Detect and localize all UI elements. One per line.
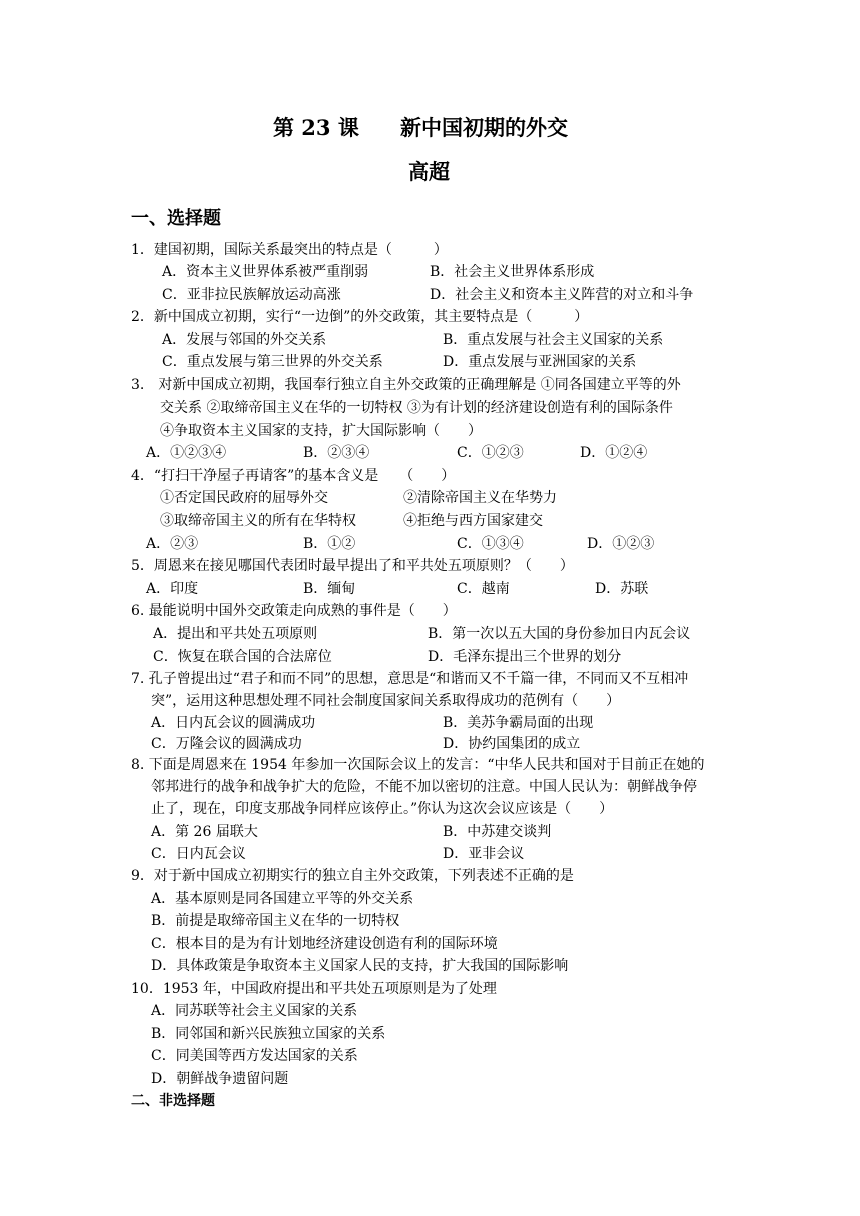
section-heading-choice: 一、选择题 xyxy=(131,208,221,229)
option-9a: A．基本原则是同各国建立平等的外交关系 xyxy=(151,891,414,907)
option-5b: B．缅甸 xyxy=(303,581,356,597)
question-10: 10．1953 年，中国政府提出和平共处五项原则是为了处理 xyxy=(131,981,497,997)
option-6c: C．恢复在联合国的合法席位 xyxy=(153,649,332,665)
statement-4-2: ②清除帝国主义在华势力 xyxy=(403,490,557,506)
option-3a: A．①②③④ xyxy=(146,445,227,461)
lesson-number: 第 23 课 xyxy=(273,115,359,140)
option-4d: D．①②③ xyxy=(587,536,655,552)
option-1c: C．亚非拉民族解放运动高涨 xyxy=(162,287,341,303)
question-6: 6. 最能说明中国外交政策走向成熟的事件是（ ） xyxy=(131,603,457,619)
option-7d: D．协约国集团的成立 xyxy=(443,736,581,752)
option-2b: B．重点发展与社会主义国家的关系 xyxy=(443,332,664,348)
question-4: 4．“打扫干净屋子再请客”的基本含义是 （ ） xyxy=(131,468,456,484)
option-1d: D．社会主义和资本主义阵营的对立和斗争 xyxy=(430,287,694,303)
option-9d: D．具体政策是争取资本主义国家人民的支持，扩大我国的国际影响 xyxy=(151,958,569,974)
option-8b: B．中苏建交谈判 xyxy=(443,824,552,840)
option-7b: B．美苏争霸局面的出现 xyxy=(443,715,594,731)
question-1: 1．建国初期，国际关系最突出的特点是（ ） xyxy=(131,242,448,258)
option-6d: D．毛泽东提出三个世界的划分 xyxy=(428,649,622,665)
question-7-line-2: 突”，运用这种思想处理不同社会制度国家间关系取得成功的范例有（ ） xyxy=(151,693,621,709)
statement-4-3: ③取缔帝国主义的所有在华特权 xyxy=(160,513,356,529)
author-name: 高超 xyxy=(408,159,450,184)
section-heading-non-choice: 二、非选择题 xyxy=(131,1093,215,1109)
option-1a: A．资本主义世界体系被严重削弱 xyxy=(162,264,369,280)
question-8-line-1: 8. 下面是周恩来在 1954 年参加一次国际会议上的发言：“中华人民共和国对于目前正在她的 xyxy=(131,757,705,773)
option-6a: A．提出和平共处五项原则 xyxy=(153,626,318,642)
option-7c: C．万隆会议的圆满成功 xyxy=(151,736,302,752)
question-9: 9．对于新中国成立初期实行的独立自主外交政策，下列表述不正确的是 xyxy=(131,868,574,884)
option-10d: D．朝鲜战争遗留问题 xyxy=(151,1071,289,1087)
option-9b: B．前提是取缔帝国主义在华的一切特权 xyxy=(151,913,400,929)
option-10c: C．同美国等西方发达国家的关系 xyxy=(151,1048,358,1064)
option-5d: D．苏联 xyxy=(595,581,649,597)
option-9c: C．根本目的是为有计划地经济建设创造有利的国际环境 xyxy=(151,936,498,952)
option-2a: A．发展与邻国的外交关系 xyxy=(162,332,327,348)
statement-4-4: ④拒绝与西方国家建交 xyxy=(403,513,543,529)
option-7a: A．日内瓦会议的圆满成功 xyxy=(151,715,316,731)
option-3d: D．①②④ xyxy=(580,445,648,461)
option-3b: B．②③④ xyxy=(303,445,370,461)
lesson-title: 新中国初期的外交 xyxy=(400,115,568,140)
option-1b: B．社会主义世界体系形成 xyxy=(430,264,595,280)
option-8c: C．日内瓦会议 xyxy=(151,846,246,862)
statement-4-1: ①否定国民政府的屈辱外交 xyxy=(160,490,328,506)
option-8d: D．亚非会议 xyxy=(443,846,525,862)
option-6b: B．第一次以五大国的身份参加日内瓦会议 xyxy=(428,626,691,642)
option-10a: A．同苏联等社会主义国家的关系 xyxy=(151,1003,358,1019)
question-7-line-1: 7. 孔子曾提出过“君子和而不同”的思想，意思是“和谐而又不千篇一律，不同而又不互相冲 xyxy=(131,671,689,687)
question-2: 2．新中国成立初期，实行“一边倒”的外交政策，其主要特点是（ ） xyxy=(131,309,589,325)
question-8-line-2: 邻邦进行的战争和战争扩大的危险，不能不加以密切的注意。中国人民认为：朝鲜战争停 xyxy=(151,779,697,795)
option-10b: B．同邻国和新兴民族独立国家的关系 xyxy=(151,1026,386,1042)
question-5: 5．周恩来在接见哪国代表团时最早提出了和平共处五项原则？（ ） xyxy=(131,558,574,574)
question-8-line-3: 止了，现在，印度支那战争同样应该停止。”你认为这次会议应该是（ ） xyxy=(151,801,614,817)
option-2d: D．重点发展与亚洲国家的关系 xyxy=(443,354,637,370)
option-2c: C．重点发展与第三世界的外交关系 xyxy=(162,354,383,370)
option-3c: C．①②③ xyxy=(457,445,524,461)
option-4a: A．②③ xyxy=(146,536,199,552)
question-3-line-2: 交关系 ②取缔帝国主义在华的一切特权 ③为有计划的经济建设创造有利的国际条件 xyxy=(160,400,673,416)
option-4b: B．①② xyxy=(303,536,356,552)
option-8a: A．第 26 届联大 xyxy=(151,824,258,840)
question-3-line-3: ④争取资本主义国家的支持，扩大国际影响（ ） xyxy=(160,423,482,439)
option-5a: A．印度 xyxy=(146,581,199,597)
option-5c: C．越南 xyxy=(457,581,510,597)
question-3-line-1: 3. 对新中国成立初期，我国奉行独立自主外交政策的正确理解是 ①同各国建立平等的外 xyxy=(131,377,681,393)
option-4c: C．①③④ xyxy=(457,536,524,552)
